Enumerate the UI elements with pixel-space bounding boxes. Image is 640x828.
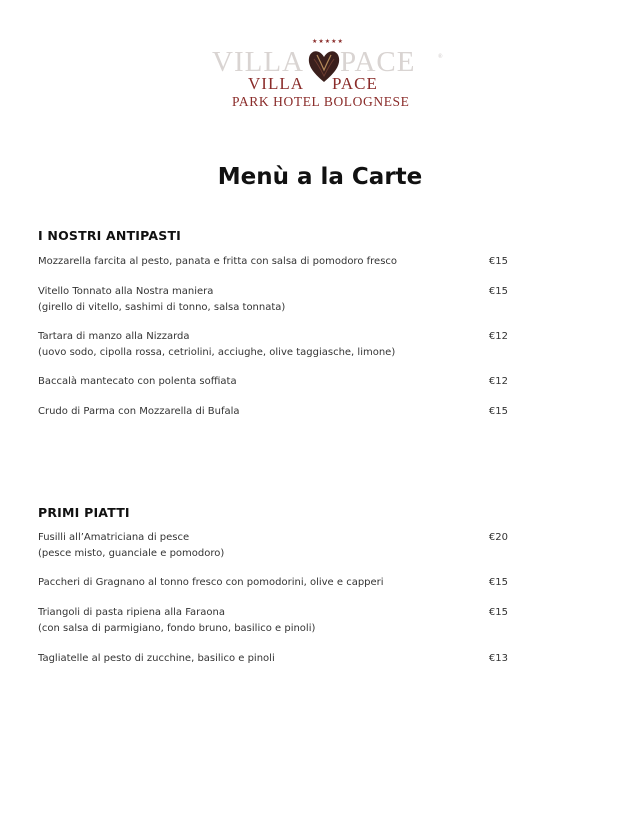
item-price: €15: [488, 577, 508, 588]
item-description: (uovo sodo, cipolla rossa, cetriolini, acciughe, olive taggiasche, limone): [38, 346, 396, 358]
menu-item: [38, 651, 508, 667]
logo-registered-mark: ®: [438, 54, 444, 60]
item-price: €15: [488, 256, 508, 267]
item-price: €15: [488, 607, 508, 618]
menu-item: [38, 374, 508, 390]
logo-ghost-left: VILLA: [212, 46, 304, 78]
item-name: Crudo di Parma con Mozzarella di Bufala: [38, 406, 240, 417]
item-name: Tartara di manzo alla Nizzarda: [38, 331, 190, 342]
item-price: €20: [488, 532, 508, 543]
hotel-logo: [200, 36, 444, 114]
item-name: Triangoli di pasta ripiena alla Faraona: [38, 607, 226, 618]
primi-section: [38, 505, 508, 685]
item-price: €15: [488, 406, 508, 417]
logo-main-right: PACE: [332, 74, 378, 93]
menu-item: [38, 254, 508, 270]
menu-title: Menù a la Carte: [217, 164, 423, 190]
item-price: €15: [488, 286, 508, 297]
item-description: (pesce misto, guanciale e pomodoro): [38, 547, 225, 559]
logo-subtitle: PARK HOTEL BOLOGNESE: [232, 94, 410, 109]
menu-item: [38, 284, 508, 315]
antipasti-section: [38, 228, 508, 428]
item-price: €12: [488, 331, 508, 342]
item-price: €12: [488, 376, 508, 387]
item-description: (con salsa di parmigiano, fondo bruno, basilico e pinoli): [38, 622, 316, 634]
menu-item: [38, 575, 508, 591]
item-name: Vitello Tonnato alla Nostra maniera: [38, 286, 214, 297]
logo-stars: ★★★★★: [312, 38, 344, 45]
item-name: Mozzarella farcita al pesto, panata e fritta con salsa di pomodoro fresco: [38, 256, 398, 267]
logo-ghost-right: PACE: [340, 46, 416, 78]
item-price: €13: [488, 653, 508, 664]
section-heading: PRIMI PIATTI: [38, 505, 130, 520]
logo-main-left: VILLA: [248, 74, 304, 93]
item-name: Tagliatelle al pesto di zucchine, basilico e pinoli: [38, 653, 275, 664]
menu-item: [38, 605, 508, 636]
menu-item: [38, 530, 508, 561]
item-description: (girello di vitello, sashimi di tonno, salsa tonnata): [38, 301, 286, 313]
menu-item: [38, 329, 508, 360]
menu-item: [38, 404, 508, 420]
item-name: Paccheri di Gragnano al tonno fresco con pomodorini, olive e capperi: [38, 577, 384, 588]
item-name: Fusilli all’Amatriciana di pesce: [38, 532, 190, 543]
section-heading: I NOSTRI ANTIPASTI: [38, 228, 182, 243]
item-name: Baccalà mantecato con polenta soffiata: [38, 376, 237, 387]
